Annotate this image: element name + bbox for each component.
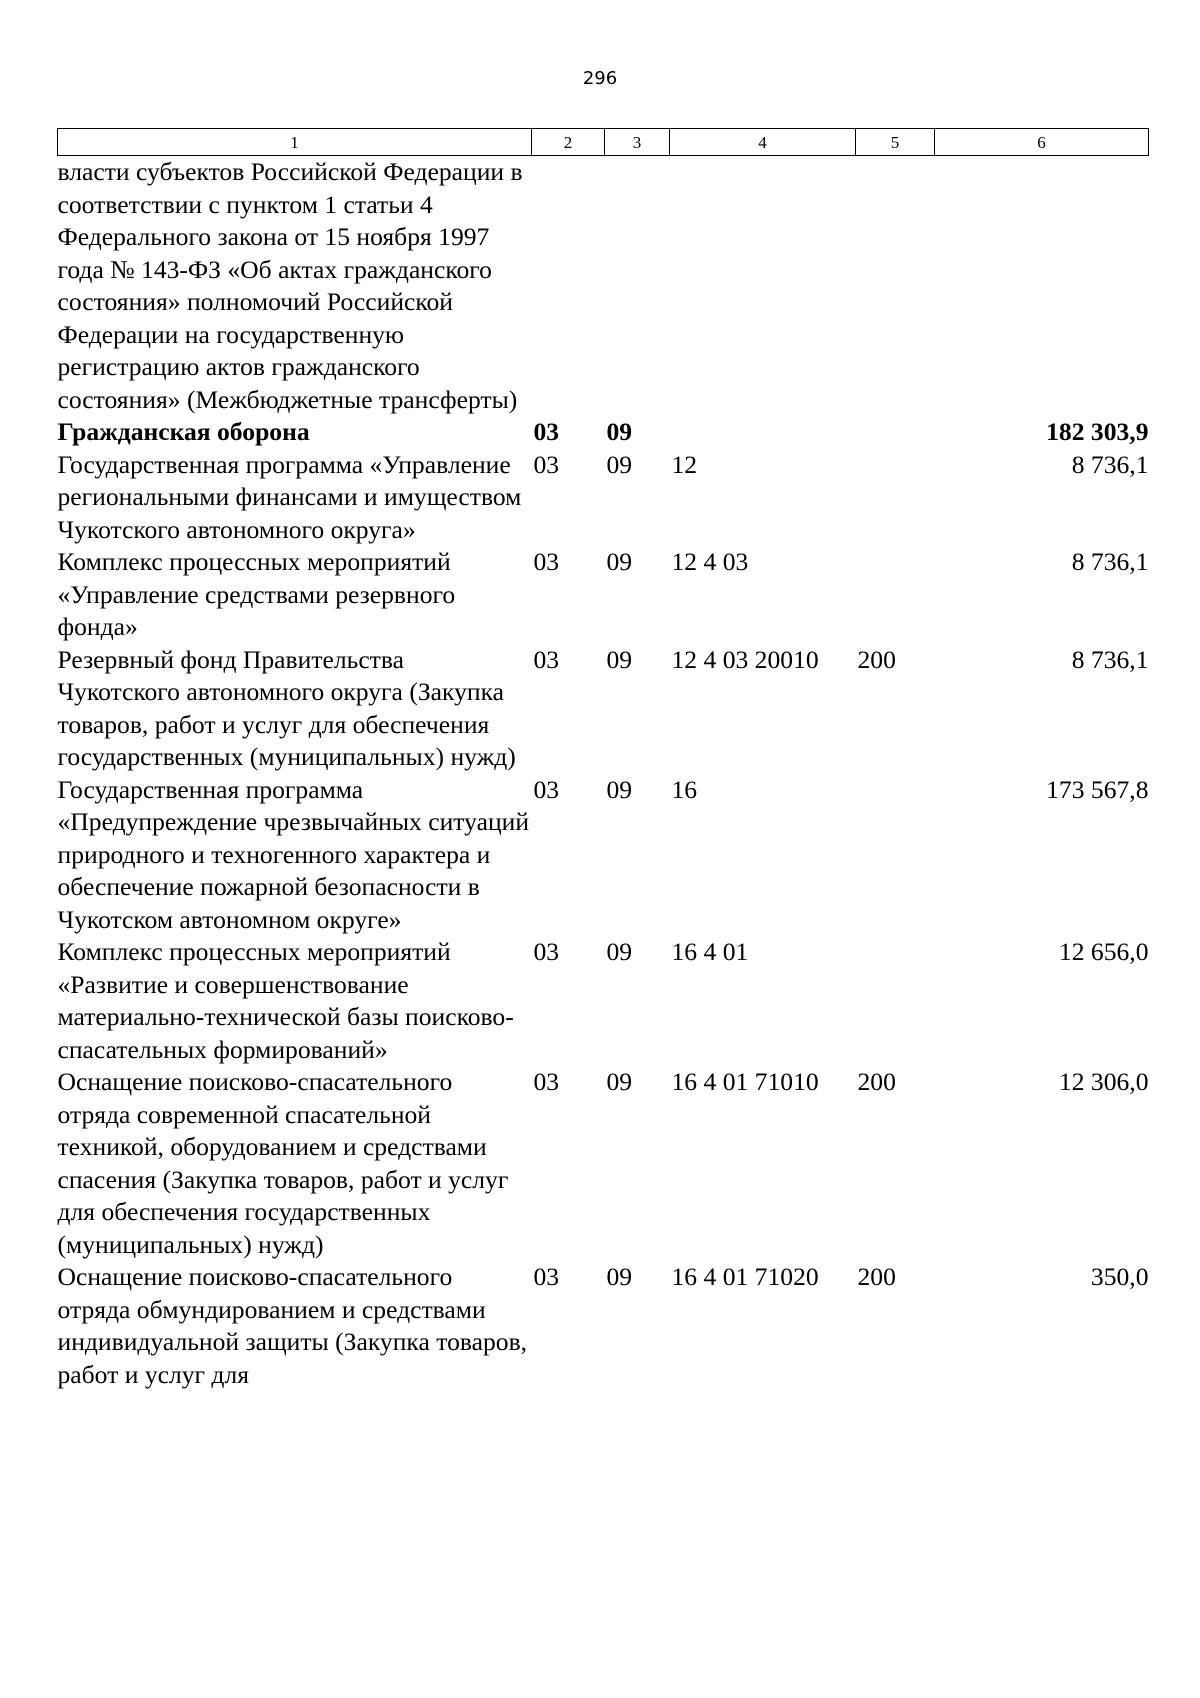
header-col-1: 1	[58, 129, 532, 156]
header-col-3: 3	[605, 129, 670, 156]
row-subsection: 09	[606, 417, 633, 446]
row-subsection: 09	[606, 1262, 633, 1291]
row-amount: 12 306,0	[1058, 1067, 1149, 1096]
row-name: Комплекс процессных мероприятий «Управление средствами резервного фонда»	[57, 547, 456, 641]
table-row	[58, 156, 1149, 417]
row-name: Гражданская оборона	[57, 417, 310, 446]
row-expense-type	[856, 546, 935, 644]
table-body	[58, 156, 1149, 1392]
row-expense-type	[856, 416, 935, 449]
row-name: Резервный фонд Правительства Чукотского автономного округа (Закупка товаров, работ и услуг для обеспечения государственных (муниципальных) нужд)	[57, 644, 516, 771]
budget-table	[57, 128, 1149, 1391]
row-section: 03	[533, 774, 560, 804]
row-expense-type	[856, 936, 935, 1066]
row-subsection: 09	[606, 1067, 633, 1096]
row-section: 03	[533, 644, 560, 674]
row-amount: 8 736,1	[1071, 449, 1149, 479]
row-expense-type: 200	[857, 644, 896, 674]
row-section	[532, 156, 605, 417]
row-target-article: 16 4 01 71010	[671, 1067, 819, 1096]
table-header	[58, 129, 1149, 156]
row-subsection	[605, 156, 670, 417]
row-amount: 12 656,0	[1058, 937, 1149, 966]
header-col-5: 5	[856, 129, 935, 156]
row-target-article: 16 4 01	[671, 937, 749, 966]
table-row	[58, 936, 1149, 1066]
row-subsection: 09	[606, 644, 633, 674]
row-section: 03	[533, 1262, 560, 1291]
row-subsection: 09	[606, 937, 633, 966]
table-row	[58, 1261, 1149, 1391]
row-subsection: 09	[606, 449, 633, 479]
header-col-2: 2	[532, 129, 605, 156]
row-target-article: 16 4 01 71020	[671, 1262, 819, 1291]
row-target-article: 16	[671, 774, 698, 804]
page-number: 296	[582, 68, 618, 89]
row-target-article	[670, 156, 856, 417]
row-expense-type: 200	[857, 1067, 896, 1096]
row-amount	[935, 156, 1149, 417]
row-expense-type: 200	[857, 1262, 896, 1291]
table-row	[58, 1066, 1149, 1261]
row-name: Оснащение поисково-спасательного отряда современной спасательной техникой, оборудованием и средствами спасения (Закупка товаров, работ и услуг для обеспечения государственных (муниципальных) нужд)	[57, 1067, 509, 1259]
row-subsection: 09	[606, 547, 633, 576]
row-target-article	[670, 416, 856, 449]
header-col-4: 4	[670, 129, 856, 156]
row-target-article: 12 4 03 20010	[671, 644, 819, 674]
header-col-6: 6	[935, 129, 1149, 156]
row-target-article: 12	[671, 449, 698, 479]
row-amount: 173 567,8	[1046, 774, 1149, 804]
row-section: 03	[533, 937, 560, 966]
row-name: Комплекс процессных мероприятий «Развитие и совершенствование материально-технической базы поисково-спасательных формирований»	[57, 937, 514, 1064]
row-name: власти субъектов Российской Федерации в соответствии с пунктом 1 статьи 4 Федерального закона от 15 ноября 1997 года № 143-ФЗ «Об актах гражданского состояния» полномочий Российской Федерации на государственную регистрацию актов гражданского состояния» (Межбюджетные трансферты)	[57, 157, 523, 414]
row-subsection: 09	[606, 774, 633, 804]
row-target-article: 12 4 03	[671, 547, 749, 576]
row-expense-type	[856, 156, 935, 417]
row-amount: 8 736,1	[1071, 644, 1149, 674]
table-row	[58, 644, 1149, 774]
row-section: 03	[533, 417, 560, 446]
row-amount: 8 736,1	[1071, 547, 1149, 576]
row-name: Государственная программа «Управление региональными финансами и имуществом Чукотского автономного округа»	[57, 449, 522, 544]
row-amount: 182 303,9	[1046, 417, 1149, 446]
table-row	[58, 449, 1149, 547]
row-section: 03	[533, 547, 560, 576]
header-row	[58, 129, 1149, 156]
row-name: Государственная программа «Предупреждение чрезвычайных ситуаций природного и техногенного характера и обеспечение пожарной безопасности в Чукотском автономном округе»	[57, 774, 530, 934]
table-row	[58, 774, 1149, 937]
row-section: 03	[533, 1067, 560, 1096]
row-amount: 350,0	[1090, 1262, 1149, 1291]
table-row	[58, 416, 1149, 449]
row-expense-type	[856, 774, 935, 937]
row-name: Оснащение поисково-спасательного отряда обмундированием и средствами индивидуальной защиты (Закупка товаров, работ и услуг для	[57, 1262, 528, 1389]
row-section: 03	[533, 449, 560, 479]
row-expense-type	[856, 449, 935, 547]
table-row	[58, 546, 1149, 644]
